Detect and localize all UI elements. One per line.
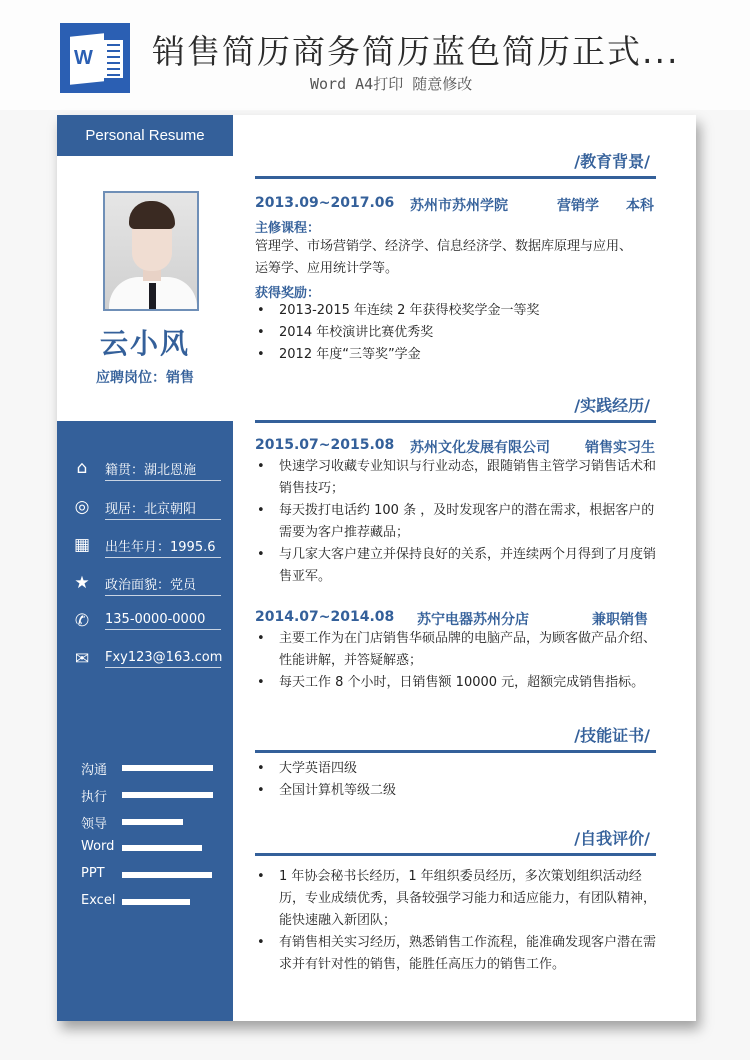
courses-text: [255, 236, 656, 280]
info-email: [71, 648, 231, 670]
photo-tie: [149, 283, 156, 311]
star-icon: ★: [74, 573, 90, 593]
awards-label: 获得奖励：: [255, 286, 321, 301]
section-title: /自我评价/: [574, 829, 650, 848]
education-period: 2013.09~2017.06: [255, 195, 395, 211]
education-row: [255, 195, 656, 213]
info-phone: [71, 610, 231, 632]
list-item: • 每天工作 8 个小时，日销售额 10000 元，超额完成销售指标。: [255, 672, 660, 694]
info-text: 现居：北京朝阳: [105, 498, 221, 520]
list-item: • 主要工作为在门店销售华硕品牌的电脑产品，为顾客做产品介绍、性能讲解，并答疑解惑；: [255, 628, 660, 672]
education-major: 营销学: [557, 198, 599, 214]
job-period: 2014.07~2014.08: [255, 609, 395, 625]
info-residence: [71, 496, 231, 518]
word-icon-lines: [104, 40, 123, 78]
list-item: • 2012 年度“三等奖”学金: [255, 344, 660, 366]
skill-bar: [122, 872, 212, 878]
skill-label: PPT: [81, 866, 105, 881]
list-item: • 快速学习收藏专业知识与行业动态，跟随销售主管学习销售话术和销售技巧；: [255, 456, 660, 500]
list-item: • 与几家大客户建立并保持良好的关系，并连续两个月得到了月度销售亚军。: [255, 544, 660, 588]
info-text: 政治面貌：党员: [105, 574, 221, 596]
skill-bar: [122, 819, 183, 825]
sidebar-panel: [57, 421, 233, 1021]
list-item: • 全国计算机等级二级: [255, 780, 660, 802]
education-school: 苏州市苏州学院: [410, 198, 508, 214]
skill-row: [81, 786, 231, 804]
section-title: /技能证书/: [574, 726, 650, 745]
skill-label: 领导: [81, 817, 108, 832]
skill-row: [81, 759, 231, 777]
section-self-eval-header: [255, 826, 656, 856]
certificates-list: [255, 758, 660, 802]
applied-position: 应聘岗位：销售: [96, 370, 194, 386]
job-company: 苏州文化发展有限公司: [410, 440, 550, 456]
info-political: [71, 572, 231, 594]
home-icon: ⌂: [76, 458, 88, 478]
skill-label: 执行: [81, 790, 108, 805]
resume-page: [57, 115, 696, 1021]
info-text: 出生年月：1995.6: [105, 536, 221, 558]
photo-hair: [129, 201, 175, 229]
courses-line: 管理学、市场营销学、经济学、信息经济学、数据库原理与应用、: [255, 239, 633, 254]
section-experience-header: [255, 393, 656, 423]
skill-label: Excel: [81, 893, 116, 908]
skill-row: [81, 866, 231, 884]
info-text: Fxy123@163.com: [105, 650, 221, 668]
list-item: • 每天拨打电话约 100 条 ，及时发现客户的潜在需求，根据客户的需要为客户推荐藏品；: [255, 500, 660, 544]
info-birth: [71, 534, 231, 556]
job-row: [255, 437, 656, 455]
self-eval-list: [255, 866, 660, 976]
job-role: 兼职销售: [592, 612, 648, 628]
personal-resume-tab: Personal Resume: [57, 115, 233, 156]
skill-label: 沟通: [81, 763, 108, 778]
skill-bar: [122, 765, 213, 771]
job-company: 苏宁电器苏州分店: [417, 612, 529, 628]
job-period: 2015.07~2015.08: [255, 437, 395, 453]
list-item: • 大学英语四级: [255, 758, 660, 780]
job-duties: [255, 456, 660, 588]
location-pin-icon: ◎: [74, 497, 90, 517]
list-item: • 1 年协会秘书长经历，1 年组织委员经历，多次策划组织活动经历，专业成绩优秀，具备较强学习能力和适应能力，有团队精神，能快速融入新团队；: [255, 866, 660, 932]
document-title: 销售简历商务简历蓝色简历正式...: [152, 32, 680, 71]
skill-row: [81, 893, 231, 911]
word-icon: [60, 23, 130, 93]
job-row: [255, 609, 656, 627]
job-duties: [255, 628, 660, 694]
skill-bar: [122, 845, 202, 851]
info-text: 籍贯：湖北恩施: [105, 459, 221, 481]
info-text: 135-0000-0000: [105, 612, 221, 630]
section-title: /教育背景/: [574, 152, 650, 171]
list-item: • 有销售相关实习经历，熟悉销售工作流程，能准确发现客户潜在需求并有针对性的销售，能胜任高压力的销售工作。: [255, 932, 660, 976]
courses-label: 主修课程：: [255, 221, 321, 236]
calendar-icon: ▦: [73, 535, 91, 555]
section-certificates-header: [255, 723, 656, 753]
document-subtitle: Word A4打印 随意修改: [310, 75, 473, 93]
candidate-name: 云小风: [99, 327, 190, 360]
email-icon: ✉: [74, 649, 90, 669]
section-education-header: [255, 149, 656, 179]
awards-list: [255, 300, 660, 366]
skill-row: [81, 813, 231, 831]
info-hometown: [71, 457, 231, 479]
avatar-photo: [103, 191, 199, 311]
courses-line: 运筹学、应用统计学等。: [255, 261, 399, 276]
preview-header: [0, 0, 750, 110]
skill-bar: [122, 792, 213, 798]
phone-icon: ✆: [74, 611, 90, 631]
skill-label: Word: [81, 839, 115, 854]
list-item: • 2013-2015 年连续 2 年获得校奖学金一等奖: [255, 300, 660, 322]
word-icon-letter: W: [74, 47, 93, 69]
list-item: • 2014 年校演讲比赛优秀奖: [255, 322, 660, 344]
skill-row: [81, 839, 231, 857]
skill-bar: [122, 899, 190, 905]
section-title: /实践经历/: [574, 396, 650, 415]
education-degree: 本科: [626, 198, 654, 214]
job-role: 销售实习生: [585, 440, 655, 456]
